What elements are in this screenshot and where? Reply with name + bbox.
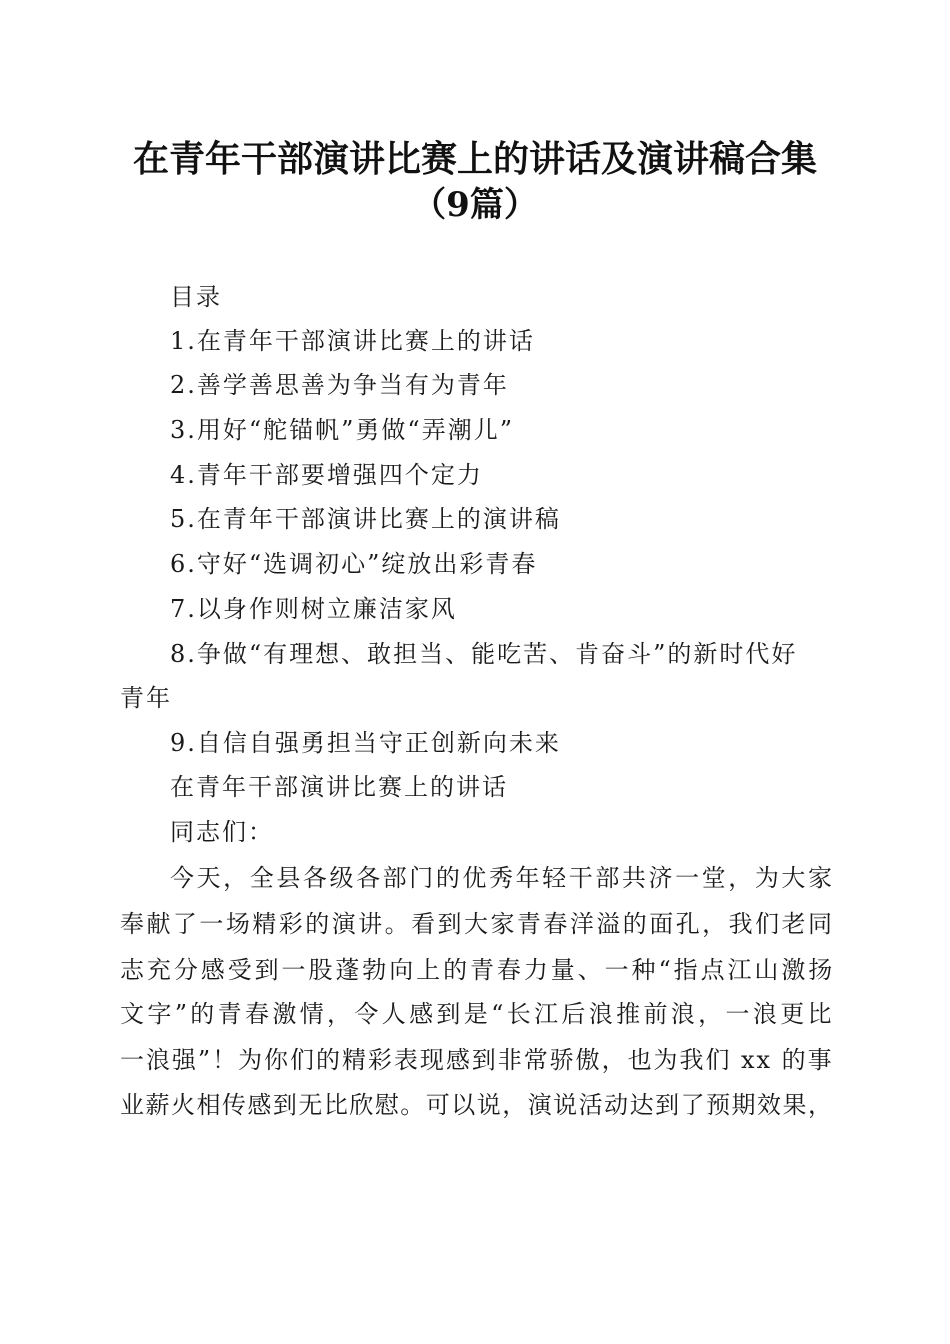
toc-item: 8.争做“有理想、敢担当、能吃苦、肯奋斗”的新时代好 [170, 640, 798, 668]
salutation: 同志们： [170, 818, 274, 846]
body-line: 今天，全县各级各部门的优秀年轻干部共济一堂，为大家 [170, 864, 835, 892]
document-title: 在青年干部演讲比赛上的讲话及演讲稿合集 [132, 138, 817, 180]
toc-item: 1.在青年干部演讲比赛上的讲话 [170, 327, 535, 355]
toc-item: 3.用好“舵锚帆”勇做“弄潮儿” [170, 416, 514, 444]
body-line: 一浪强”！为你们的精彩表现感到非常骄傲，也为我们 xx 的事 [120, 1046, 834, 1074]
body-line: 志充分感受到一股蓬勃向上的青春力量、一种“指点江山激扬 [120, 956, 836, 984]
toc-item: 9.自信自强勇担当守正创新向未来 [170, 729, 561, 757]
body-line: 奉献了一场精彩的演讲。看到大家青春洋溢的面孔，我们老同 [120, 910, 835, 938]
toc-item: 4.青年干部要增强四个定力 [170, 461, 483, 489]
toc-heading: 目录 [170, 283, 222, 311]
body-line: 文字”的青春激情，令人感到是“长江后浪推前浪，一浪更比 [120, 1000, 835, 1028]
toc-item-continuation: 青年 [120, 684, 172, 712]
toc-item: 6.守好“选调初心”绽放出彩青春 [170, 550, 538, 578]
toc-item: 5.在青年干部演讲比赛上的演讲稿 [170, 505, 561, 533]
toc-item: 2.善学善思善为争当有为青年 [170, 371, 509, 399]
document-title-count: （9篇） [412, 185, 538, 225]
toc-item: 7.以身作则树立廉洁家风 [170, 595, 457, 623]
body-line: 业薪火相传感到无比欣慰。可以说，演说活动达到了预期效果， [120, 1091, 834, 1119]
section-title: 在青年干部演讲比赛上的讲话 [170, 773, 508, 801]
